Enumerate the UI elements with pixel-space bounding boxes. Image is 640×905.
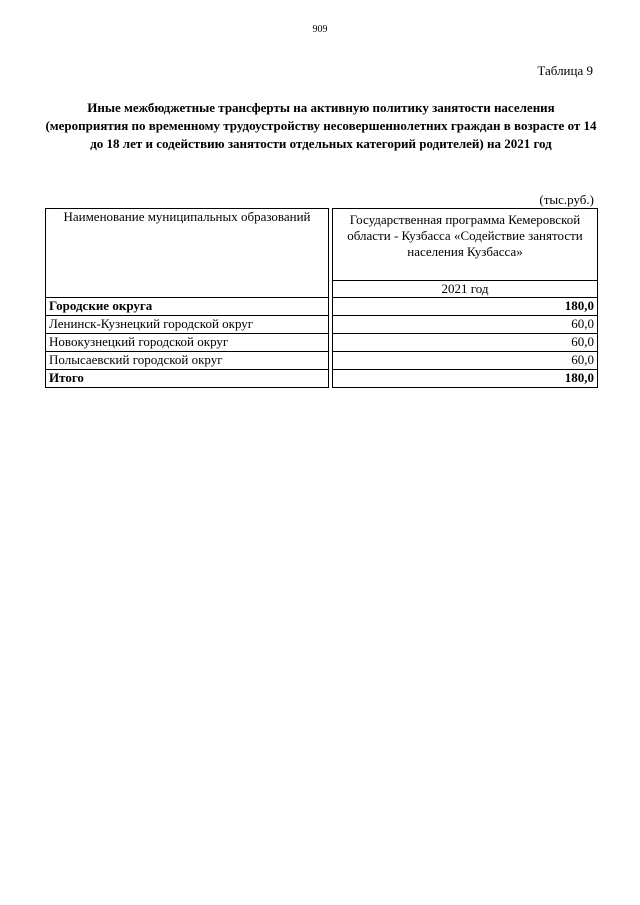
header-year: 2021 год (333, 281, 598, 298)
transfers-table (45, 208, 598, 388)
units-label: (тыс.руб.) (539, 192, 594, 207)
table-row (46, 370, 598, 388)
table-row (46, 316, 598, 334)
row-name: Итого (46, 370, 329, 388)
row-value: 60,0 (333, 352, 598, 370)
row-value: 180,0 (333, 298, 598, 316)
page-number: 909 (312, 24, 328, 35)
table-label: Таблица 9 (537, 63, 593, 78)
table-row (46, 334, 598, 352)
row-value: 60,0 (333, 334, 598, 352)
row-value: 60,0 (333, 316, 598, 334)
row-name: Ленинск-Кузнецкий городской округ (46, 316, 329, 334)
row-value: 180,0 (333, 370, 598, 388)
table-row (46, 298, 598, 316)
header-program: Государственная программа Кемеровской области - Кузбасса «Содействие занятости населения Кузбасса» (333, 209, 598, 281)
row-name: Новокузнецкий городской округ (46, 334, 329, 352)
document-title: Иные межбюджетные трансферты на активную политику занятости населения (мероприятия по временному трудоустройству несовершеннолетних граждан в возрасте от 14 до 18 лет и содействию занятости отдельных категорий родителей) на 2021 год (45, 100, 597, 151)
header-municipality: Наименование муниципальных образований (46, 209, 329, 298)
table-row (46, 352, 598, 370)
row-name: Городские округа (46, 298, 329, 316)
row-name: Полысаевский городской округ (46, 352, 329, 370)
